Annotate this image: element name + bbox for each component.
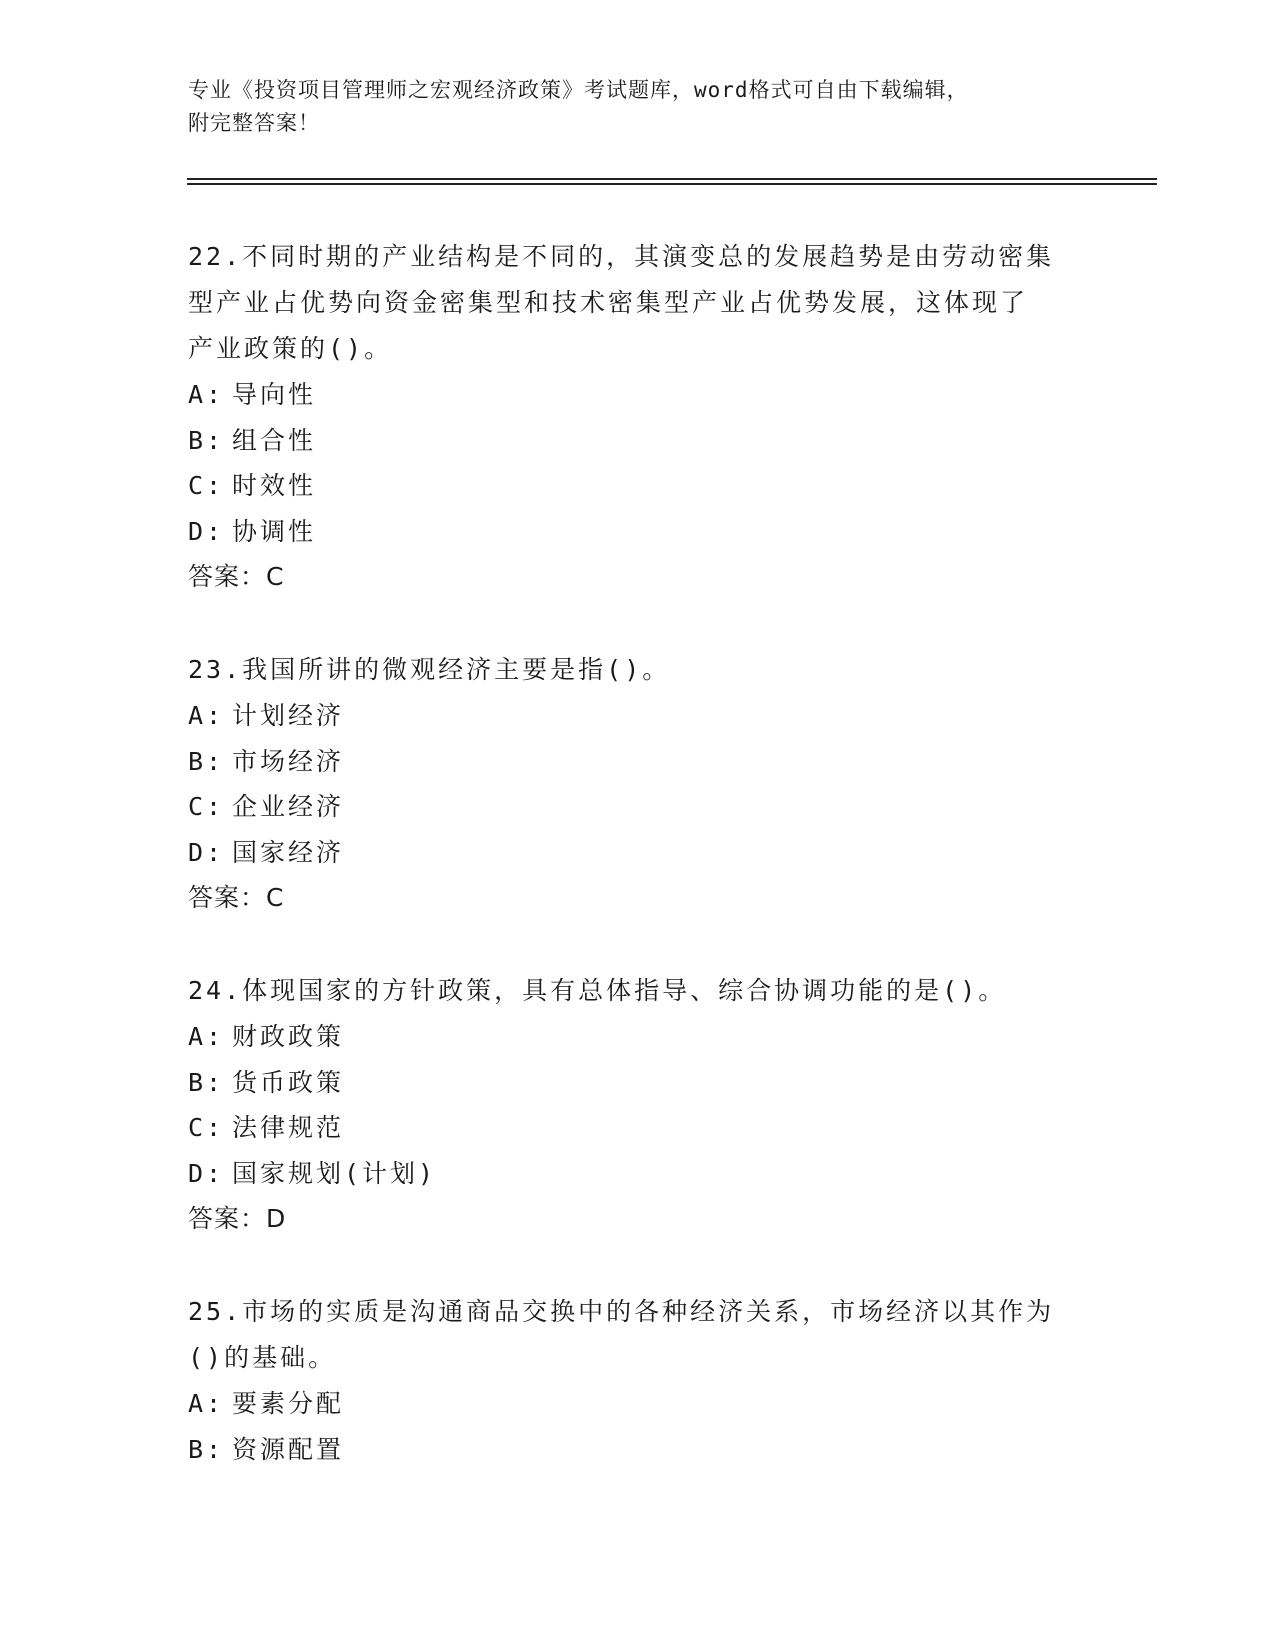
option-d [188, 1151, 1088, 1197]
option-text: 财政政策 [232, 1022, 345, 1051]
option-key: B: [188, 1434, 225, 1464]
option-text: 协调性 [232, 516, 317, 546]
option-c [188, 1105, 1088, 1151]
header-line-1: 专业《投资项目管理师之宏观经济政策》考试题库，word格式可自由下载编辑， [188, 78, 969, 102]
question-24 [188, 968, 1088, 1242]
option-key: C: [188, 471, 225, 500]
option-text: 计划经济 [232, 701, 345, 730]
header-divider-top [187, 178, 1157, 180]
header-line-2: 附完整答案！ [188, 111, 320, 135]
question-25 [188, 1289, 1088, 1472]
option-text: 市场经济 [232, 746, 345, 776]
option-b [188, 1427, 1088, 1473]
option-text: 企业经济 [232, 792, 345, 821]
question-list [188, 234, 1088, 1519]
option-text: 国家规划(计划) [232, 1158, 437, 1188]
question-stem [188, 647, 1088, 693]
stem-line: ()的基础。 [188, 1343, 337, 1372]
option-text: 要素分配 [232, 1389, 345, 1418]
option-text: 货币政策 [232, 1067, 345, 1097]
option-b [188, 418, 1088, 464]
document-header [188, 74, 1088, 140]
option-key: D: [188, 1158, 225, 1188]
stem-line: 产业政策的()。 [188, 334, 393, 363]
answer-line: 答案：C [188, 562, 285, 591]
stem-line: 23.我国所讲的微观经济主要是指()。 [188, 655, 671, 684]
question-stem [188, 968, 1088, 1014]
option-a [188, 1381, 1088, 1427]
option-a [188, 1014, 1088, 1060]
option-key: C: [188, 792, 225, 821]
option-key: B: [188, 425, 225, 455]
answer-line: 答案：C [188, 883, 285, 912]
option-text: 法律规范 [232, 1113, 345, 1142]
option-c [188, 463, 1088, 509]
option-key: B: [188, 746, 225, 776]
option-b [188, 739, 1088, 785]
option-key: B: [188, 1067, 225, 1097]
option-d [188, 509, 1088, 555]
option-text: 导向性 [232, 380, 317, 409]
option-a [188, 372, 1088, 418]
answer-line: 答案：D [188, 1204, 287, 1233]
option-b [188, 1060, 1088, 1106]
option-key: C: [188, 1113, 225, 1142]
stem-line: 型产业占优势向资金密集型和技术密集型产业占优势发展，这体现了 [188, 288, 1029, 317]
option-key: A: [188, 1022, 225, 1051]
option-text: 组合性 [232, 425, 317, 455]
option-key: A: [188, 701, 225, 730]
option-key: A: [188, 1389, 225, 1418]
question-stem [188, 1289, 1088, 1381]
question-23 [188, 647, 1088, 921]
stem-line: 25.市场的实质是沟通商品交换中的各种经济关系，市场经济以其作为 [188, 1297, 1055, 1326]
stem-line: 24.体现国家的方针政策，具有总体指导、综合协调功能的是()。 [188, 976, 1007, 1005]
option-a [188, 693, 1088, 739]
option-text: 国家经济 [232, 837, 345, 867]
option-key: A: [188, 380, 225, 409]
option-key: D: [188, 516, 225, 546]
question-22 [188, 234, 1088, 600]
question-stem [188, 234, 1088, 372]
option-key: D: [188, 837, 225, 867]
option-d [188, 830, 1088, 876]
option-text: 时效性 [232, 471, 317, 500]
stem-line: 22.不同时期的产业结构是不同的，其演变总的发展趋势是由劳动密集 [188, 242, 1055, 271]
option-text: 资源配置 [232, 1434, 345, 1464]
header-divider-bottom [187, 183, 1157, 185]
option-c [188, 784, 1088, 830]
